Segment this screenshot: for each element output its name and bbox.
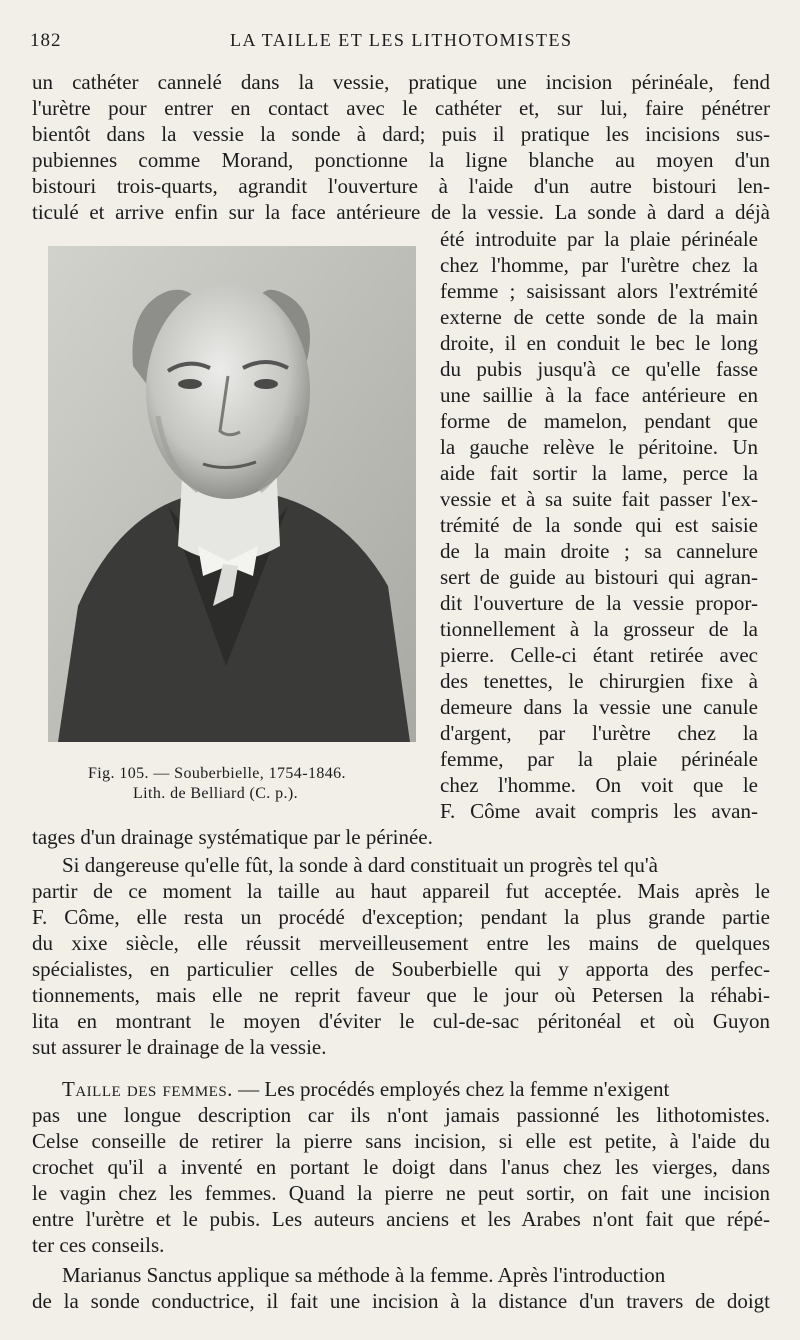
text-line: Celse conseille de retirer la pierre sans incision, si elle est petite, à l'aide du (32, 1129, 770, 1153)
text-line: le vagin chez les femmes. Quand la pierre ne peut sortir, on fait une incision (32, 1181, 770, 1205)
text-line: F. Côme avait compris les avan- (440, 799, 758, 823)
text-line: ticulé et arrive enfin sur la face antérieure de la vessie. La sonde à dard a déjà (32, 200, 770, 224)
text-line: tages d'un drainage systématique par le périnée. (32, 825, 433, 849)
text-line: demeure dans la vessie une canule (440, 695, 758, 719)
portrait-illustration (48, 246, 416, 742)
text-line: entre l'urètre et le pubis. Les auteurs anciens et les Arabes n'ont fait que répé- (32, 1207, 770, 1231)
section-heading: Taille des femmes. (62, 1077, 233, 1101)
text-line: aide fait sortir la lame, perce la (440, 461, 758, 485)
text-line: tionnellement à la grosseur de la (440, 617, 758, 641)
figure-caption: Fig. 105. — Souberbielle, 1754-1846. (88, 765, 346, 782)
portrait-lithograph (48, 246, 416, 742)
text-line: pas une longue description car ils n'ont jamais passionné les lithotomistes. (32, 1103, 770, 1127)
text-line: Marianus Sanctus applique sa méthode à la femme. Après l'introduction (62, 1263, 666, 1287)
text-line: un cathéter cannelé dans la vessie, pratique une incision périnéale, fend (32, 70, 770, 94)
text-line: lita en montrant le moyen d'éviter le cul-de-sac péritonéal et où Guyon (32, 1009, 770, 1033)
text-fragment: — Les procédés employés chez la femme n'exigent (232, 1077, 670, 1101)
text-line: sert de guide au bistouri qui agran- (440, 565, 758, 589)
text-line: dit l'ouverture de la vessie propor- (440, 591, 758, 615)
running-title: LA TAILLE ET LES LITHOTOMISTES (230, 30, 573, 50)
text-line: des tenettes, le chirurgien fixe à (440, 669, 758, 693)
text-line: chez l'homme. On voit que le (440, 773, 758, 797)
text-line: chez l'homme, par l'urètre chez la (440, 253, 758, 277)
text-line: de la sonde conductrice, il fait une incision à la distance d'un travers de doigt (32, 1289, 770, 1313)
text-line: partir de ce moment la taille au haut appareil fut acceptée. Mais après le (32, 879, 770, 903)
text-line: Si dangereuse qu'elle fût, la sonde à dard constituait un progrès tel qu'à (62, 853, 658, 877)
text-line: une saillie à la face antérieure en (440, 383, 758, 407)
text-line: pierre. Celle-ci étant retirée avec (440, 643, 758, 667)
text-line: forme de mamelon, pendant que (440, 409, 758, 433)
text-line: d'argent, par l'urètre chez la (440, 721, 758, 745)
text-line: tionnements, mais elle ne reprit faveur que le jour où Petersen la réhabi- (32, 983, 770, 1007)
section-first-line (62, 1077, 770, 1102)
text-line: femme ; saisissant alors l'extrémité (440, 279, 758, 303)
text-line: de la main droite ; sa cannelure (440, 539, 758, 563)
text-line: F. Côme, elle resta un procédé d'exception; pendant la plus grande partie (32, 905, 770, 929)
text-line: la gauche relève le péritoine. Un (440, 435, 758, 459)
text-line: l'urètre pour entrer en contact avec le cathéter et, sur lui, faire pénétrer (32, 96, 770, 120)
text-line: du pubis jusqu'à ce qu'elle fasse (440, 357, 758, 381)
text-line: femme, par la plaie périnéale (440, 747, 758, 771)
text-line: été introduite par la plaie périnéale (440, 227, 758, 251)
text-line: vessie et à sa suite fait passer l'ex- (440, 487, 758, 511)
text-line: externe de cette sonde de la main (440, 305, 758, 329)
text-line: ter ces conseils. (32, 1233, 165, 1257)
text-line: trémité de la sonde qui est saisie (440, 513, 758, 537)
text-line: bistouri trois-quarts, agrandit l'ouverture à l'aide d'un autre bistouri len- (32, 174, 770, 198)
text-line: sut assurer le drainage de la vessie. (32, 1035, 327, 1059)
text-line: du xixe siècle, elle réussit merveilleusement entre les mains de quelques (32, 931, 770, 955)
page-number: 182 (30, 30, 62, 51)
text-line: crochet qu'il a inventé en portant le doigt dans l'anus chez les vierges, dans (32, 1155, 770, 1179)
text-line: bientôt dans la vessie la sonde à dard; puis il pratique les incisions sus- (32, 122, 770, 146)
text-line: droite, il en conduit le bec le long (440, 331, 758, 355)
text-line: spécialistes, en particulier celles de Souberbielle qui y apporta des perfec- (32, 957, 770, 981)
text-line: pubiennes comme Morand, ponctionne la ligne blanche au moyen d'un (32, 148, 770, 172)
figure-credit: Lith. de Belliard (C. p.). (133, 785, 299, 802)
